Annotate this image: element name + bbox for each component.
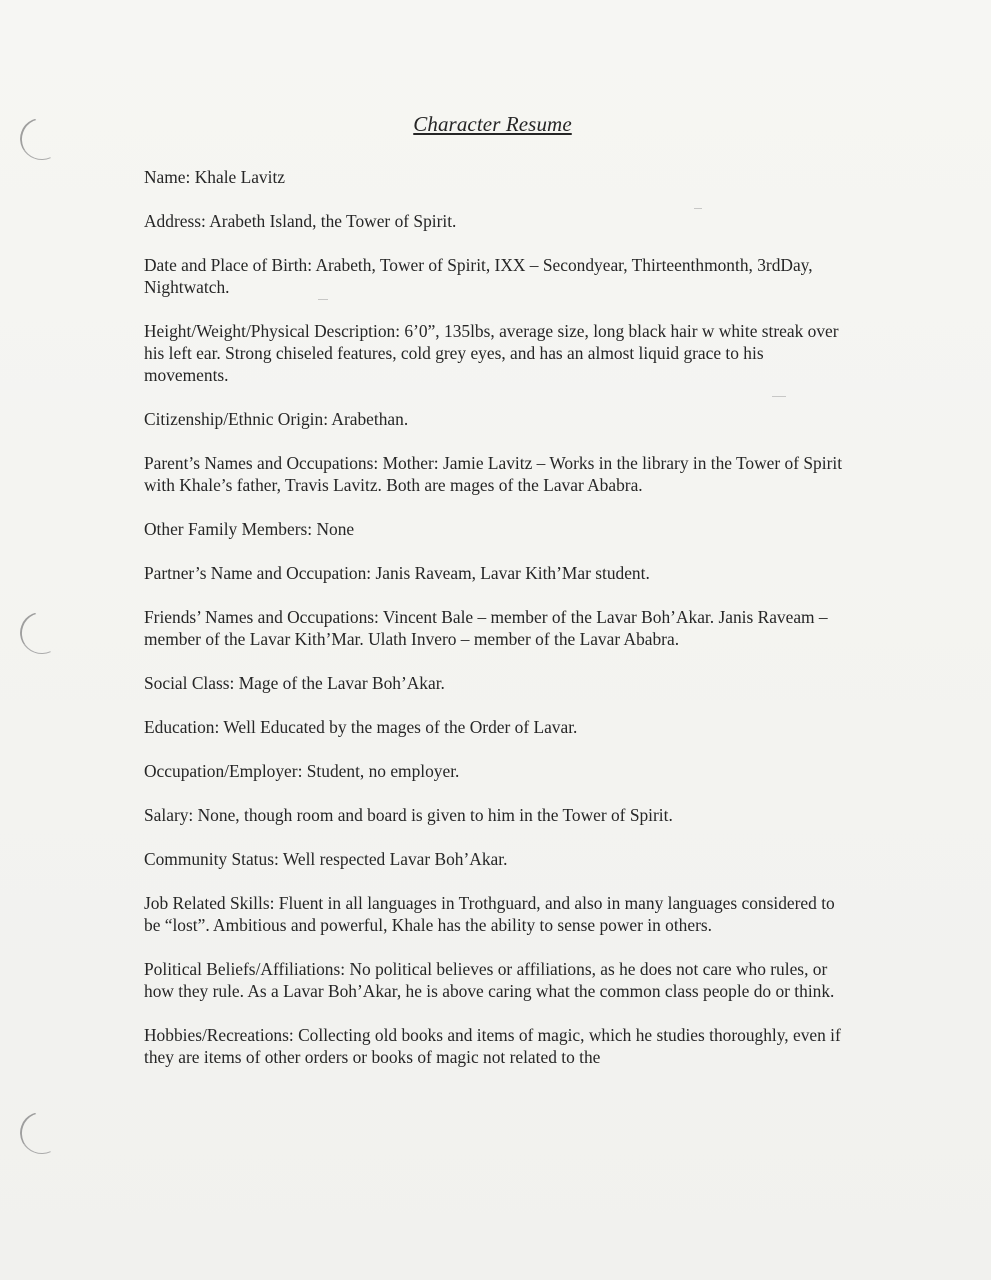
field-value: Mother: Jamie Lavitz – Works in the library in the Tower of Spirit with Khale’s father, Travis Lavitz. Both are mages of the Lavar Ababra. (144, 453, 843, 495)
field-label: Parent’s Names and Occupations: (144, 453, 379, 473)
field-value: Vincent Bale – member of the Lavar Boh’Akar. Janis Raveam – member of the Lavar Kith’Mar. Ulath Invero – member of the Lavar Ababra. (144, 607, 828, 649)
field-label: Citizenship/Ethnic Origin: (144, 409, 329, 429)
field-value: Well Educated by the mages of the Order of Lavar. (223, 717, 578, 737)
field-label: Other Family Members: (144, 519, 313, 539)
field-label: Partner’s Name and Occupation: (144, 563, 372, 583)
field-label: Education: (144, 717, 220, 737)
field-value: Student, no employer. (306, 761, 460, 781)
document-title: Character Resume (413, 112, 572, 136)
field-occupation (144, 760, 844, 782)
field-label: Social Class: (144, 673, 235, 693)
field-hobbies (144, 1024, 844, 1068)
field-label: Height/Weight/Physical Description: (144, 321, 401, 341)
field-value: Collecting old books and items of magic, which he studies thoroughly, even if they are items of other orders or books of magic not related to the (144, 1025, 841, 1067)
field-value: Well respected Lavar Boh’Akar. (282, 849, 508, 869)
field-value: None, though room and board is given to him in the Tower of Spirit. (197, 805, 673, 825)
field-family (144, 518, 844, 540)
field-address (144, 210, 844, 232)
field-job-skills (144, 892, 844, 936)
field-value: Khale Lavitz (194, 167, 286, 187)
field-value: None (316, 519, 355, 539)
field-friends (144, 606, 844, 650)
field-education (144, 716, 844, 738)
field-value: Fluent in all languages in Trothguard, and also in many languages considered to be “lost”. Ambitious and powerful, Khale has the ability to sense power in others. (144, 893, 835, 935)
field-label: Address: (144, 211, 206, 231)
field-physical-description (144, 320, 844, 386)
resume-body (144, 166, 844, 1090)
binder-hole-middle (14, 606, 69, 660)
field-social-class (144, 672, 844, 694)
field-citizenship (144, 408, 844, 430)
field-community-status (144, 848, 844, 870)
field-value: Mage of the Lavar Boh’Akar. (238, 673, 445, 693)
binder-hole-bottom (14, 1106, 69, 1160)
field-label: Occupation/Employer: (144, 761, 303, 781)
field-parents (144, 452, 844, 496)
field-value: Arabeth Island, the Tower of Spirit. (209, 211, 457, 231)
field-label: Community Status: (144, 849, 279, 869)
field-value: Janis Raveam, Lavar Kith’Mar student. (375, 563, 650, 583)
field-label: Political Beliefs/Affiliations: (144, 959, 346, 979)
field-label: Name: (144, 167, 191, 187)
field-label: Date and Place of Birth: (144, 255, 313, 275)
field-value: Arabethan. (331, 409, 409, 429)
field-value: No political believes or affiliations, as he does not care who rules, or how they rule. As a Lavar Boh’Akar, he is above caring what the common class people do or think. (144, 959, 835, 1001)
field-value: Arabeth, Tower of Spirit, IXX – Secondyear, Thirteenthmonth, 3rdDay, Nightwatch. (144, 255, 813, 297)
field-label: Salary: (144, 805, 194, 825)
field-name (144, 166, 844, 188)
field-value: 6’0”, 135lbs, average size, long black hair w white streak over his left ear. Strong chiseled features, cold grey eyes, and has an almost liquid grace to his movements. (144, 321, 839, 385)
field-label: Friends’ Names and Occupations: (144, 607, 379, 627)
field-label: Hobbies/Recreations: (144, 1025, 294, 1045)
field-political-beliefs (144, 958, 844, 1002)
field-salary (144, 804, 844, 826)
field-partner (144, 562, 844, 584)
field-birth (144, 254, 844, 298)
field-label: Job Related Skills: (144, 893, 275, 913)
